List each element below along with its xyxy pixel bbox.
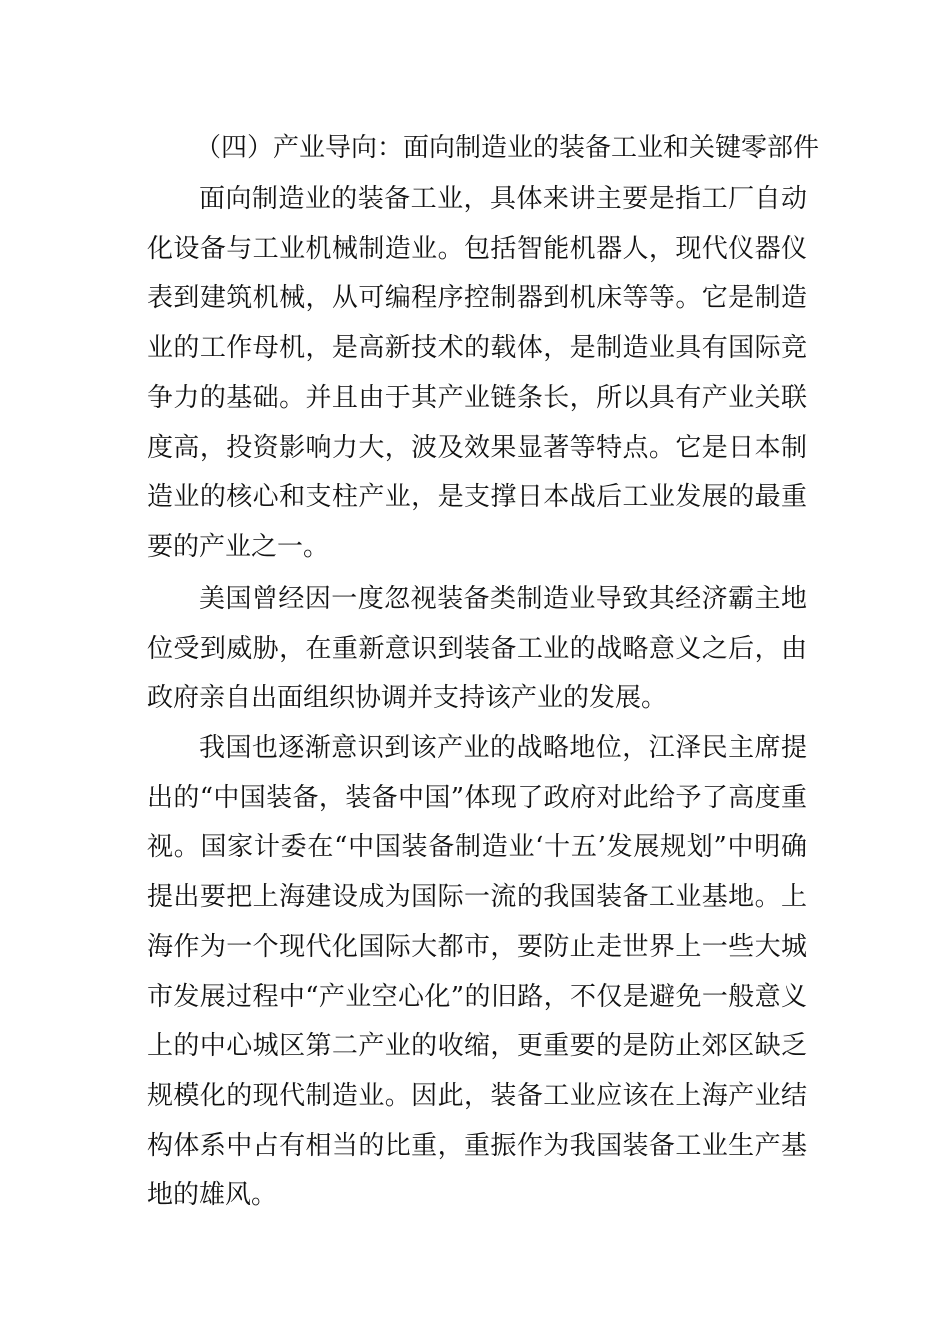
section-heading: （四）产业导向：面向制造业的装备工业和关键零部件	[195, 133, 820, 163]
paragraph-equipment-industry: 面向制造业的装备工业，具体来讲主要是指工厂自动化设备与工业机械制造业。包括智能机器人，现代仪器仪表到建筑机械，从可编程序控制器到机床等等。它是制造业的工作母机，是高新技术的载体，是制造业具有国际竞争力的基础。并且由于其产业链条长，所以具有产业关联度高，投资影响力大，波及效果显著等特点。它是日本制造业的核心和支柱产业，是支撑日本战后工业发展的最重要的产业之一。	[147, 184, 807, 562]
paragraph-china-shanghai: 我国也逐渐意识到该产业的战略地位，江泽民主席提出的“中国装备，装备中国”体现了政府对此给予了高度重视。国家计委在“中国装备制造业‘十五’发展规划”中明确提出要把上海建设成为国际一流的我国装备工业基地。上海作为一个现代化国际大都市，要防止走世界上一些大城市发展过程中“产业空心化”的旧路，不仅是避免一般意义上的中心城区第二产业的收缩，更重要的是防止郊区缺乏规模化的现代制造业。因此，装备工业应该在上海产业结构体系中占有相当的比重，重振作为我国装备工业生产基地的雄风。	[147, 733, 807, 1211]
paragraph-usa: 美国曾经因一度忽视装备类制造业导致其经济霸主地位受到威胁，在重新意识到装备工业的战略意义之后，由政府亲自出面组织协调并支持该产业的发展。	[147, 584, 807, 714]
